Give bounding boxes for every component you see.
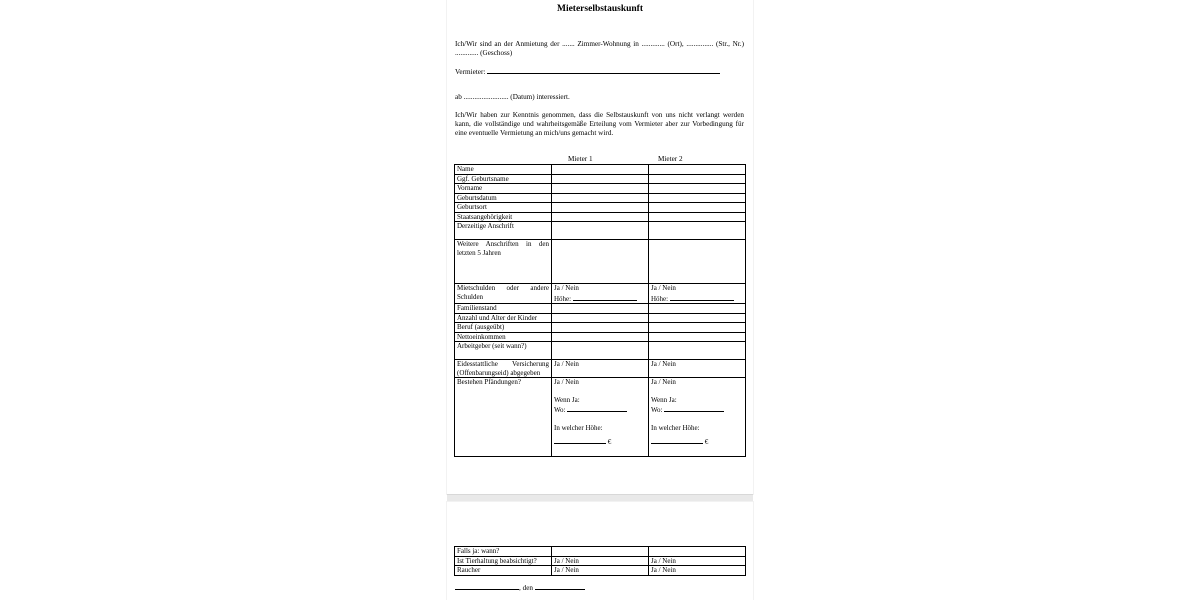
tenant2-employer-cell[interactable] bbox=[649, 342, 746, 360]
row-label-affidavit: Eidesstattliche Versicherung (Offenbarungseid) abgegeben bbox=[455, 360, 552, 378]
tenant1-name-cell[interactable] bbox=[552, 165, 649, 175]
landlord-label: Vermieter: bbox=[455, 68, 486, 76]
tenant2-name-cell[interactable] bbox=[649, 165, 746, 175]
tenant2-birth-name-cell[interactable] bbox=[649, 174, 746, 184]
amount-blank[interactable] bbox=[651, 436, 703, 444]
tenant1-affidavit-yes-no[interactable]: Ja / Nein bbox=[554, 360, 579, 368]
tenant1-affidavit-cell[interactable] bbox=[552, 360, 649, 378]
table-row bbox=[455, 174, 746, 184]
table-row bbox=[455, 332, 746, 342]
tenant2-children-cell[interactable] bbox=[649, 313, 746, 323]
tenant1-garnishments-cell[interactable] bbox=[552, 378, 649, 457]
row-label-first-name: Vorname bbox=[455, 184, 552, 194]
tenant1-when-cell[interactable] bbox=[552, 547, 649, 557]
tenant2-affidavit-cell[interactable] bbox=[649, 360, 746, 378]
row-label-smoker: Raucher bbox=[455, 566, 552, 576]
document-title: Mieterselbstauskunft bbox=[556, 4, 644, 14]
row-label-children: Anzahl und Alter der Kinder bbox=[455, 313, 552, 323]
tenant2-affidavit-yes-no[interactable]: Ja / Nein bbox=[651, 360, 676, 368]
tenant1-address-cell[interactable] bbox=[552, 222, 649, 240]
date-interest-line: ab ......................... (Datum) interessiert. bbox=[455, 93, 570, 101]
tenant1-if-yes-label: Wenn Ja: bbox=[554, 395, 580, 404]
row-label-pets: Ist Tierhaltung beabsichtigt? bbox=[455, 556, 552, 566]
row-label-nationality: Staatsangehörigkeit bbox=[455, 212, 552, 222]
tenant2-when-cell[interactable] bbox=[649, 547, 746, 557]
table-row bbox=[455, 547, 746, 557]
table-row bbox=[455, 222, 746, 240]
row-label-net-income: Nettoeinkommen bbox=[455, 332, 552, 342]
place-blank[interactable] bbox=[455, 582, 519, 590]
den-label: , den bbox=[519, 584, 533, 592]
where-label: Wo: bbox=[651, 406, 663, 414]
row-label-occupation: Beruf (ausgeübt) bbox=[455, 323, 552, 333]
tenant2-garnishments-yes-no[interactable]: Ja / Nein bbox=[651, 378, 676, 386]
table-row bbox=[455, 360, 746, 378]
landlord-line bbox=[455, 66, 744, 77]
tenant2-first-name-cell[interactable] bbox=[649, 184, 746, 194]
row-label-birth-date: Geburtsdatum bbox=[455, 193, 552, 203]
tenant2-debts-cell[interactable] bbox=[649, 284, 746, 304]
table-row bbox=[455, 556, 746, 566]
where-label: Wo: bbox=[554, 406, 566, 414]
amount-blank[interactable] bbox=[573, 293, 637, 301]
table-row bbox=[455, 212, 746, 222]
tenant2-occupation-cell[interactable] bbox=[649, 323, 746, 333]
where-blank[interactable] bbox=[567, 404, 627, 412]
row-label-previous-addresses: Weitere Anschriften in den letzten 5 Jahren bbox=[455, 240, 552, 284]
table-row bbox=[455, 203, 746, 213]
row-label-garnishments: Bestehen Pfändungen? bbox=[455, 378, 552, 457]
tenant1-birth-date-cell[interactable] bbox=[552, 193, 649, 203]
tenant1-amount-label: In welcher Höhe: bbox=[554, 423, 603, 432]
tenant2-nationality-cell[interactable] bbox=[649, 212, 746, 222]
tenant1-net-income-cell[interactable] bbox=[552, 332, 649, 342]
table-row bbox=[455, 184, 746, 194]
tenant1-previous-addresses-cell[interactable] bbox=[552, 240, 649, 284]
tenant2-smoker-cell[interactable]: Ja / Nein bbox=[649, 566, 746, 576]
tenant2-net-income-cell[interactable] bbox=[649, 332, 746, 342]
table-row bbox=[455, 284, 746, 304]
tenant1-first-name-cell[interactable] bbox=[552, 184, 649, 194]
tenant1-amount-line[interactable] bbox=[554, 436, 646, 447]
table-row bbox=[455, 378, 746, 457]
tenant2-amount-line[interactable] bbox=[651, 436, 743, 447]
tenant1-debts-cell[interactable] bbox=[552, 284, 649, 304]
tenant2-if-yes-label: Wenn Ja: bbox=[651, 395, 677, 404]
tenant-info-table bbox=[454, 164, 746, 457]
row-label-debts: Mietschulden oder andere Schulden bbox=[455, 284, 552, 304]
tenant2-garnishments-cell[interactable] bbox=[649, 378, 746, 457]
table-row bbox=[455, 342, 746, 360]
amount-blank[interactable] bbox=[670, 293, 734, 301]
tenant2-where-line[interactable] bbox=[651, 404, 743, 415]
date-blank[interactable] bbox=[535, 582, 585, 590]
column-header-tenant-2: Mieter 2 bbox=[658, 155, 683, 163]
row-label-employer: Arbeitgeber (seit wann?) bbox=[455, 342, 552, 360]
page2-table bbox=[454, 546, 746, 576]
tenant1-occupation-cell[interactable] bbox=[552, 323, 649, 333]
tenant1-birth-place-cell[interactable] bbox=[552, 203, 649, 213]
tenant1-smoker-cell[interactable]: Ja / Nein bbox=[552, 566, 649, 576]
tenant2-previous-addresses-cell[interactable] bbox=[649, 240, 746, 284]
tenant1-nationality-cell[interactable] bbox=[552, 212, 649, 222]
row-label-marital-status: Familienstand bbox=[455, 304, 552, 314]
row-label-birth-place: Geburtsort bbox=[455, 203, 552, 213]
table-row bbox=[455, 323, 746, 333]
tenant1-marital-status-cell[interactable] bbox=[552, 304, 649, 314]
euro-symbol: € bbox=[704, 438, 709, 446]
landlord-blank[interactable] bbox=[487, 66, 720, 74]
amount-label: Höhe: bbox=[651, 294, 669, 303]
table-row bbox=[455, 193, 746, 203]
column-header-tenant-1: Mieter 1 bbox=[568, 155, 593, 163]
tenant2-birth-place-cell[interactable] bbox=[649, 203, 746, 213]
tenant1-where-line[interactable] bbox=[554, 404, 646, 415]
row-label-name: Name bbox=[455, 165, 552, 175]
tenant2-pets-cell[interactable]: Ja / Nein bbox=[649, 556, 746, 566]
place-date-line bbox=[455, 582, 585, 592]
row-label-birth-name: Ggf. Geburtsname bbox=[455, 174, 552, 184]
tenant2-marital-status-cell[interactable] bbox=[649, 304, 746, 314]
tenant1-birth-name-cell[interactable] bbox=[552, 174, 649, 184]
tenant2-debts-yes-no[interactable]: Ja / Nein bbox=[651, 284, 676, 292]
tenant2-address-cell[interactable] bbox=[649, 222, 746, 240]
table-row bbox=[455, 313, 746, 323]
row-label-current-address: Derzeitige Anschrift bbox=[455, 222, 552, 240]
tenant1-debts-yes-no[interactable]: Ja / Nein bbox=[554, 284, 579, 292]
table-row bbox=[455, 304, 746, 314]
table-row bbox=[455, 566, 746, 576]
tenant1-children-cell[interactable] bbox=[552, 313, 649, 323]
where-blank[interactable] bbox=[664, 404, 724, 412]
declaration-paragraph: Ich/Wir haben zur Kenntnis genommen, dass die Selbstauskunft von uns nicht verlangt werden kann, die vollständige und wahrheitsgemäße Erteilung vom Vermieter aber zur Vorbedingung für eine eventuelle Vermietung an mich/uns gemacht wird. bbox=[455, 111, 744, 137]
tenant1-debts-amount[interactable] bbox=[554, 293, 646, 304]
intro-rental-paragraph: Ich/Wir sind an der Anmietung der ....... Zimmer-Wohnung in ............. (Ort), ............... (Str., Nr.) ............. (Geschoss) bbox=[455, 40, 744, 57]
tenant2-amount-label: In welcher Höhe: bbox=[651, 423, 700, 432]
tenant1-employer-cell[interactable] bbox=[552, 342, 649, 360]
table-row bbox=[455, 240, 746, 284]
amount-blank[interactable] bbox=[554, 436, 606, 444]
tenant1-garnishments-yes-no[interactable]: Ja / Nein bbox=[554, 378, 579, 386]
table-row bbox=[455, 165, 746, 175]
amount-label: Höhe: bbox=[554, 294, 572, 303]
tenant1-pets-cell[interactable]: Ja / Nein bbox=[552, 556, 649, 566]
row-label-if-yes-when: Falls ja: wann? bbox=[455, 547, 552, 557]
euro-symbol: € bbox=[607, 438, 612, 446]
tenant2-debts-amount[interactable] bbox=[651, 293, 743, 304]
tenant2-birth-date-cell[interactable] bbox=[649, 193, 746, 203]
page-separator bbox=[447, 494, 753, 502]
